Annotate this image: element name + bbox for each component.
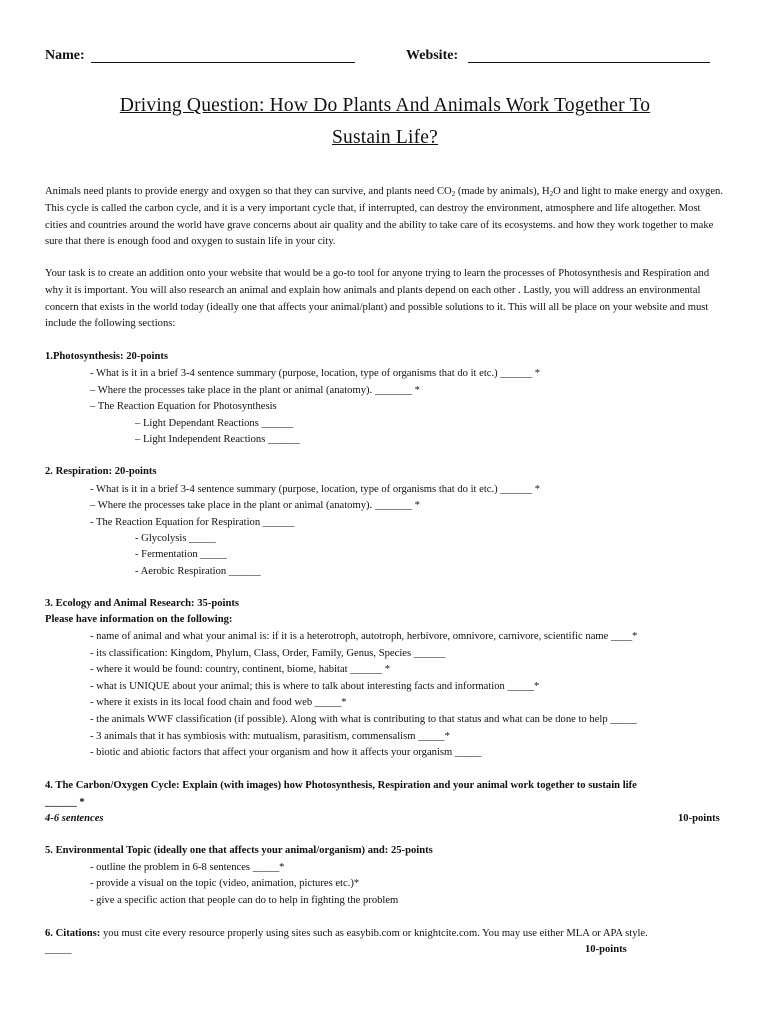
name-label: Name: [45, 48, 85, 63]
section-5-item: - provide a visual on the topic (video, animation, pictures etc.)* [90, 878, 360, 889]
section-1-item: - What is it in a brief 3-4 sentence summary (purpose, location, type of organisms that do it etc.) ______ * [90, 368, 541, 379]
section-3-item: - the animals WWF classification (if possible). Along with what is contributing to that status and what can be done to help _____ [90, 714, 637, 725]
section-3-item: - what is UNIQUE about your animal; this is where to talk about interesting facts and information _____* [90, 681, 540, 692]
intro-paragraph-2: Your task is to create an addition onto your website that would be a go-to tool for anyone trying to learn the processes of Photosynthesis and Respiration and why it is important. You will also research an animal and explain how animals and plants depend on each other . Lastly, you will address an environmental concern that exists in the world today (ideally one that affects your animal/plant) and possible solutions to it. This will all be place on your website and must include the following sections: [45, 268, 710, 330]
section-5-item: - outline the problem in 6-8 sentences _____* [90, 862, 285, 873]
header-row [45, 46, 725, 68]
section-5-title: 5. Environmental Topic (ideally one that affects your animal/organism) and: 25-points [45, 845, 433, 856]
website-label: Website: [406, 48, 459, 63]
section-3-item: - 3 animals that it has symbiosis with: mutualism, parasitism, commensalism _____* [90, 731, 450, 742]
section-3-title: 3. Ecology and Animal Research: 35-points [45, 598, 240, 609]
section-2-subitem: - Aerobic Respiration ______ [135, 566, 261, 577]
page-title [40, 90, 730, 154]
section-2-subitem: - Fermentation _____ [135, 549, 227, 560]
section-6-blank: _____ [45, 944, 72, 955]
section-3-subtitle: Please have information on the following: [45, 614, 233, 625]
section-3-item: - biotic and abiotic factors that affect your organism and how it affects your organism _____ [90, 747, 482, 758]
h2o-subscript: 2 [549, 190, 554, 198]
section-5-item: - give a specific action that people can do to help in fighting the problem [90, 895, 399, 906]
co2-subscript: 2 [451, 190, 456, 198]
section-2-subitem: - Glycolysis _____ [135, 533, 216, 544]
section-6-citations [45, 926, 648, 943]
section-3-item: - its classification: Kingdom, Phylum, Class, Order, Family, Genus, Species ______ [90, 648, 446, 659]
name-blank-line [91, 62, 355, 63]
section-2-item: - What is it in a brief 3-4 sentence summary (purpose, location, type of organisms that do it etc.) ______ * [90, 484, 541, 495]
title-line-2: Sustain Life? [331, 127, 439, 148]
section-1-subitem: – Light Independent Reactions ______ [135, 434, 300, 445]
section-6-label: 6. Citations: [45, 928, 101, 939]
title-line-1: Driving Question: How Do Plants And Animals Work Together To [119, 95, 651, 116]
section-6-points: 10-points [585, 944, 627, 955]
section-1-title: 1.Photosynthesis: 20-points [45, 351, 169, 362]
intro-p1-text-c: O and light to make energy and oxygen. This cycle is called the carbon cycle, and it is a very important cycle that, if interrupted, can destroy the environment, atmosphere and life altogether. Most cities and countries around the world have grave concerns about air quality and the ability to take care of its ecosystems. and how they work together to make sure that there is enough food and oxygen to sustain life in your city. [45, 186, 723, 248]
section-2-title: 2. Respiration: 20-points [45, 466, 157, 477]
section-2-item: - The Reaction Equation for Respiration ______ [90, 517, 295, 528]
section-4-blank: ______ * [45, 797, 85, 808]
intro-p1-text-a: Animals need plants to provide energy and oxygen so that they can survive, and plants need CO [45, 186, 452, 197]
section-1-item: – Where the processes take place in the plant or animal (anatomy). _______ * [90, 385, 420, 396]
intro-p1-text-b: (made by animals), H [455, 186, 550, 197]
section-1-subitem: – Light Dependant Reactions ______ [135, 418, 294, 429]
section-3-item: - name of animal and what your animal is: if it is a heterotroph, autotroph, herbivore, omnivore, carnivore, scientific name ____* [90, 631, 638, 642]
section-4-title: 4. The Carbon/Oxygen Cycle: Explain (with images) how Photosynthesis, Respiration and your animal work together to sustain life [45, 780, 637, 791]
section-1-item: – The Reaction Equation for Photosynthesis [90, 401, 277, 412]
section-3-item: - where it would be found: country, continent, biome, habitat ______ * [90, 664, 390, 675]
website-blank-line [468, 62, 710, 63]
section-6-text: you must cite every resource properly using sites such as easybib.com or knightcite.com. You may use either MLA or APA style. [100, 928, 648, 939]
section-2-item: – Where the processes take place in the plant or animal (anatomy). _______ * [90, 500, 420, 511]
section-3-item: - where it exists in its local food chain and food web _____* [90, 697, 347, 708]
intro-paragraph-1 [45, 184, 725, 251]
section-4-sentences: 4-6 sentences [45, 813, 104, 824]
section-4-points: 10-points [678, 813, 720, 824]
